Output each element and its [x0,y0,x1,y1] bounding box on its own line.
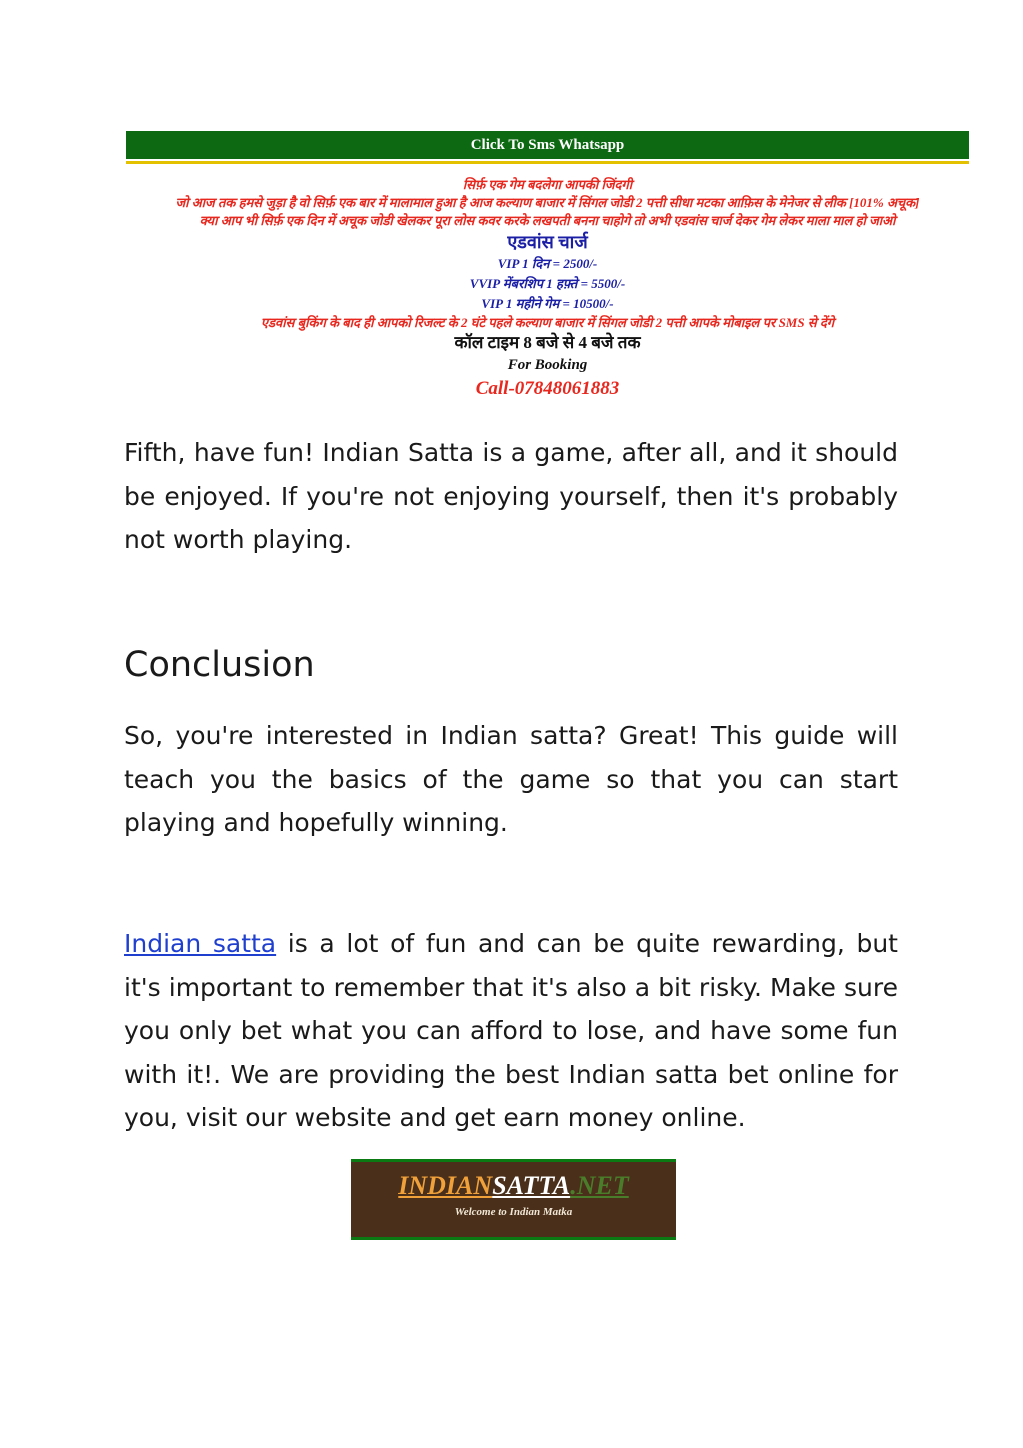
banner-line-1: सिर्फ़ एक गेम बदलेगा आपकी जिंदगी [462,177,633,192]
for-booking-label: For Booking [507,357,588,373]
conclusion-heading: Conclusion [124,645,315,685]
call-time: कॉल टाइम 8 बजे से 4 बजे तक [454,333,641,352]
sms-whatsapp-button[interactable]: Click To Sms Whatsapp [126,131,969,159]
banner-line-2: जो आज तक हमसे जुड़ा है वो सिर्फ़ एक बार में मालामाल हुआ है आज कल्याण बाजार में सिंगल जोडी 2 पत्ती सीधा मटका आफ़िस के मेनेजर से लीक [101% अचूक] [175,195,920,210]
banner-line-3: क्या आप भी सिर्फ़ एक दिन में अचूक जोडी खेलकर पूरा लोस कवर करके लखपती बनना चाहोगे तो अभी एडवांस चार्ज देकर गेम लेकर माला माल हो जाओ [199,213,896,228]
logo-tagline: Welcome to Indian Matka [454,1206,573,1218]
vip-day-price: VIP 1 दिन = 2500/- [497,256,598,271]
indiansatta-logo[interactable] [351,1159,676,1240]
advance-charge-heading: एडवांस चार्ज [507,232,588,252]
promo-banner [126,131,969,402]
logo-part-indian: INDIAN [398,1171,493,1200]
logo-part-net: .NET [570,1171,629,1200]
call-number-link[interactable]: Call-07848061883 [475,378,620,399]
vvip-week-price: VVIP मेंबरशिप 1 हफ़्ते = 5500/- [469,276,626,291]
logo-wordmark [351,1171,676,1201]
paragraph-have-fun: Fifth, have fun! Indian Satta is a game, after all, and it should be enjoyed. If you're not enjoying yourself, then it's probably not worth playing. [124,438,898,554]
banner-body [126,164,969,402]
paragraph-final-text: is a lot of fun and can be quite rewarding, but it's important to remember that it's also a bit risky. Make sure you only bet what you can afford to lose, and have some fun with it!. We are providing the best Indian satta bet online for you, visit our website and get earn money online. [124,929,898,1132]
indian-satta-link[interactable]: Indian satta [124,929,277,958]
paragraph-intro: So, you're interested in Indian satta? Great! This guide will teach you the basics of the game so that you can start playing and hopefully winning. [124,721,898,837]
banner-line-4: एडवांस बुकिंग के बाद ही आपको रिजल्ट के 2 घंटे पहले कल्याण बाजार में सिंगल जोडी 2 पत्ती आपके मोबाइल पर SMS से देंगे [260,315,835,330]
paragraph-final [124,922,898,1140]
vip-month-price: VIP 1 महीने गेम = 10500/- [481,296,614,311]
logo-part-satta: SATTA [492,1171,571,1200]
